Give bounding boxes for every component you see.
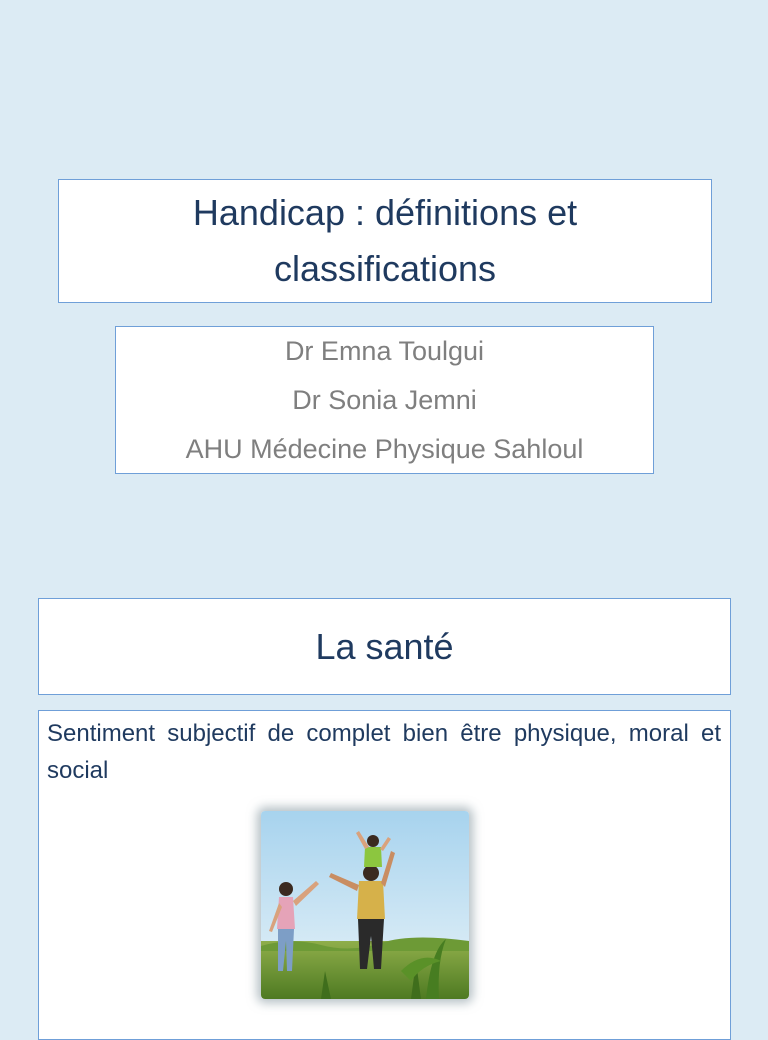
author-line: Dr Emna Toulgui xyxy=(284,335,485,366)
section-heading: La santé xyxy=(315,625,454,667)
author-affiliation: AHU Médecine Physique Sahloul xyxy=(185,433,584,464)
section-heading-box xyxy=(38,598,731,695)
definition-text: Sentiment subjectif de complet bien être physique, moral et social xyxy=(47,720,721,784)
author-box xyxy=(115,326,654,474)
family-photo xyxy=(261,811,469,999)
title-box xyxy=(58,179,712,303)
slide-title: Handicap : définitions et classifications xyxy=(192,192,578,289)
author-line: Dr Sonia Jemni xyxy=(292,384,477,415)
content-box xyxy=(38,710,731,1040)
